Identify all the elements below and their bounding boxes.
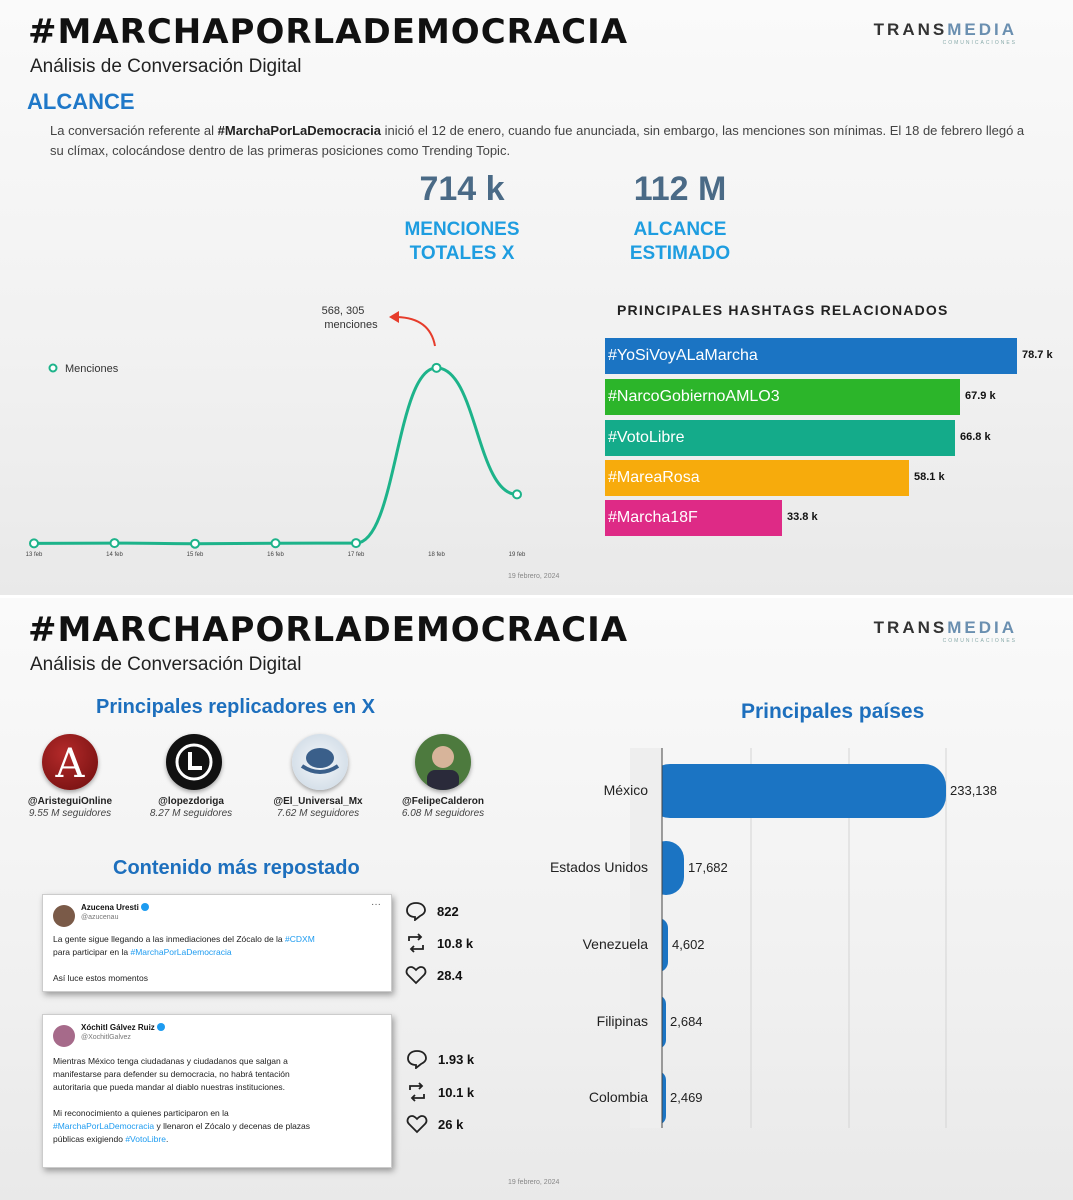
- replicators-title: Principales replicadores en X: [96, 696, 376, 718]
- hashtag-label: #VotoLibre: [608, 429, 685, 446]
- country-value: 17,682: [688, 860, 728, 875]
- hashtag-label: #NarcoGobiernoAMLO3: [608, 388, 780, 405]
- more-icon[interactable]: ···: [371, 899, 381, 910]
- replicator-handle[interactable]: @FelipeCalderon: [402, 796, 484, 807]
- x-tick-label: 16 feb: [267, 552, 284, 558]
- x-tick-label: 17 feb: [347, 552, 365, 558]
- hashtag-value: 33.8 k: [787, 511, 818, 523]
- footer-date-2: 19 febrero, 2024: [508, 1179, 560, 1186]
- hashtag-bar: [605, 420, 955, 456]
- likes-stat: 26 k: [406, 1114, 463, 1134]
- tweet-author: Xóchitl Gálvez Ruiz: [81, 1023, 165, 1032]
- reposts-stat: 10.1 k: [406, 1082, 474, 1102]
- peak-arrow-head: [389, 311, 399, 323]
- x-tick-label: 19 feb: [508, 552, 526, 558]
- kpi-reach-label: ALCANCE ESTIMADO: [629, 219, 731, 264]
- section-title: ALCANCE: [27, 89, 135, 114]
- country-value: 4,602: [672, 937, 705, 952]
- hashtag-value: 66.8 k: [960, 431, 991, 443]
- kpi-mentions-label: MENCIONES TOTALES X: [404, 219, 520, 264]
- tweet-text: Mientras México tenga ciudadanas y ciudadanos que salgan a manifestarse para defender su democracia, no habrá tentación autoritaria que pueda mandar al diablo nuestras instituciones. Mi reconocimiento a quienes participaron en la #MarchaPorLaDemocracia y llenaron el Zócalo y decenas de plazas públicas exigiendo #VotoLibre.: [53, 1056, 311, 1144]
- hashtag-bar: [605, 500, 782, 536]
- hashtag-value: 78.7 k: [1022, 349, 1053, 361]
- mentions-point-3: [191, 540, 199, 548]
- page-subtitle-2: Análisis de Conversación Digital: [30, 654, 302, 675]
- replies-stat: 822: [405, 901, 459, 921]
- mentions-point-5: [352, 539, 360, 547]
- legend-label: Menciones: [65, 363, 119, 375]
- reposted-title: Contenido más repostado: [113, 857, 360, 879]
- mentions-series-line: [34, 368, 517, 544]
- slide-alcance: [0, 0, 1073, 595]
- country-value: 2,684: [670, 1014, 703, 1029]
- mentions-line-chart: [0, 290, 560, 590]
- kpi-mentions-value: 714 k: [419, 170, 505, 208]
- tweet-handle: @azucenau: [81, 914, 119, 921]
- country-value: 2,469: [670, 1090, 703, 1105]
- country-bar: [648, 764, 946, 818]
- countries-title: Principales países: [741, 700, 925, 723]
- tweet-handle: @XochitlGalvez: [81, 1034, 131, 1041]
- brand-logo-2: TRANSMEDIA: [873, 618, 1017, 637]
- peak-annotation-label: menciones: [324, 319, 378, 331]
- mentions-point-7: [513, 490, 521, 498]
- kpi-reach-value: 112 M: [633, 170, 727, 208]
- page-title: #MARCHAPORLADEMOCRACIA: [28, 12, 629, 52]
- tweet-text: La gente sigue llegando a las inmediaciones del Zócalo de la #CDXM para participar en la #MarchaPorLaDemocracia Así luce estos momentos: [53, 934, 315, 983]
- replies-stat: 1.93 k: [406, 1049, 474, 1069]
- likes-stat: 28.4: [405, 965, 462, 985]
- replicator-followers: 7.62 M seguidores: [276, 808, 360, 819]
- peak-arrow: [397, 317, 435, 346]
- page-title-2: #MARCHAPORLADEMOCRACIA: [28, 610, 629, 650]
- mentions-point-2: [111, 539, 119, 547]
- legend-marker: [50, 365, 57, 372]
- country-label: Colombia: [588, 1089, 648, 1105]
- hashtag-value: 58.1 k: [914, 471, 945, 483]
- x-tick-label: 14 feb: [106, 552, 123, 558]
- x-tick-label: 18 feb: [428, 552, 445, 558]
- country-label: Estados Unidos: [549, 859, 648, 875]
- replicator-followers: 9.55 M seguidores: [28, 808, 112, 819]
- footer-date: 19 febrero, 2024: [508, 573, 560, 580]
- country-label: México: [603, 782, 648, 798]
- brand-logo-sub: COMUNICACIONES: [942, 40, 1017, 46]
- slide-replicadores: [0, 598, 1073, 1200]
- replicator-followers: 8.27 M seguidores: [149, 808, 233, 819]
- x-tick-label: 13 feb: [25, 552, 43, 558]
- replicator-followers: 6.08 M seguidores: [401, 808, 485, 819]
- chart-legend: [50, 363, 119, 375]
- mentions-point-4: [272, 539, 280, 547]
- hashtag-bar: [605, 460, 909, 496]
- replicator-handle[interactable]: @lopezdoriga: [158, 796, 224, 807]
- replicator-handle[interactable]: @AristeguiOnline: [27, 796, 113, 807]
- svg-text:A: A: [55, 741, 85, 787]
- mentions-point-1: [30, 539, 38, 547]
- country-label: Venezuela: [582, 936, 648, 952]
- hashtag-label: #YoSiVoyALaMarcha: [608, 347, 758, 364]
- peak-annotation-value: 568, 305: [321, 305, 365, 317]
- countries-bars-svg: [0, 598, 1073, 1200]
- brand-logo: TRANSMEDIA: [873, 20, 1017, 39]
- reposts-stat: 10.8 k: [405, 933, 473, 953]
- hashtag-label: #Marcha18F: [608, 509, 698, 526]
- hashtag-value: 67.9 k: [965, 390, 996, 402]
- hashtags-chart-title: PRINCIPALES HASHTAGS RELACIONADOS: [617, 302, 949, 318]
- country-value: 233,138: [950, 783, 997, 798]
- replicator-handle[interactable]: @El_Universal_Mx: [273, 796, 363, 807]
- page-subtitle: Análisis de Conversación Digital: [30, 56, 302, 77]
- hashtag-bar: [605, 338, 1017, 374]
- brand-logo-sub-2: COMUNICACIONES: [942, 638, 1017, 644]
- hashtag-label: #MareaRosa: [608, 469, 700, 486]
- mentions-point-6: [433, 364, 441, 372]
- x-tick-label: 15 feb: [186, 552, 204, 558]
- tweet-author: Azucena Uresti: [81, 903, 149, 912]
- summary-paragraph: La conversación referente al #MarchaPorLaDemocracia inició el 12 de enero, cuando fue anunciada, sin embargo, las menciones son mínimas. El 18 de febrero llegó a su clímax, colocándose dentro de las primeras posiciones como Trending Topic.: [50, 123, 1025, 158]
- hashtag-bar: [605, 379, 960, 415]
- country-label: Filipinas: [596, 1013, 648, 1029]
